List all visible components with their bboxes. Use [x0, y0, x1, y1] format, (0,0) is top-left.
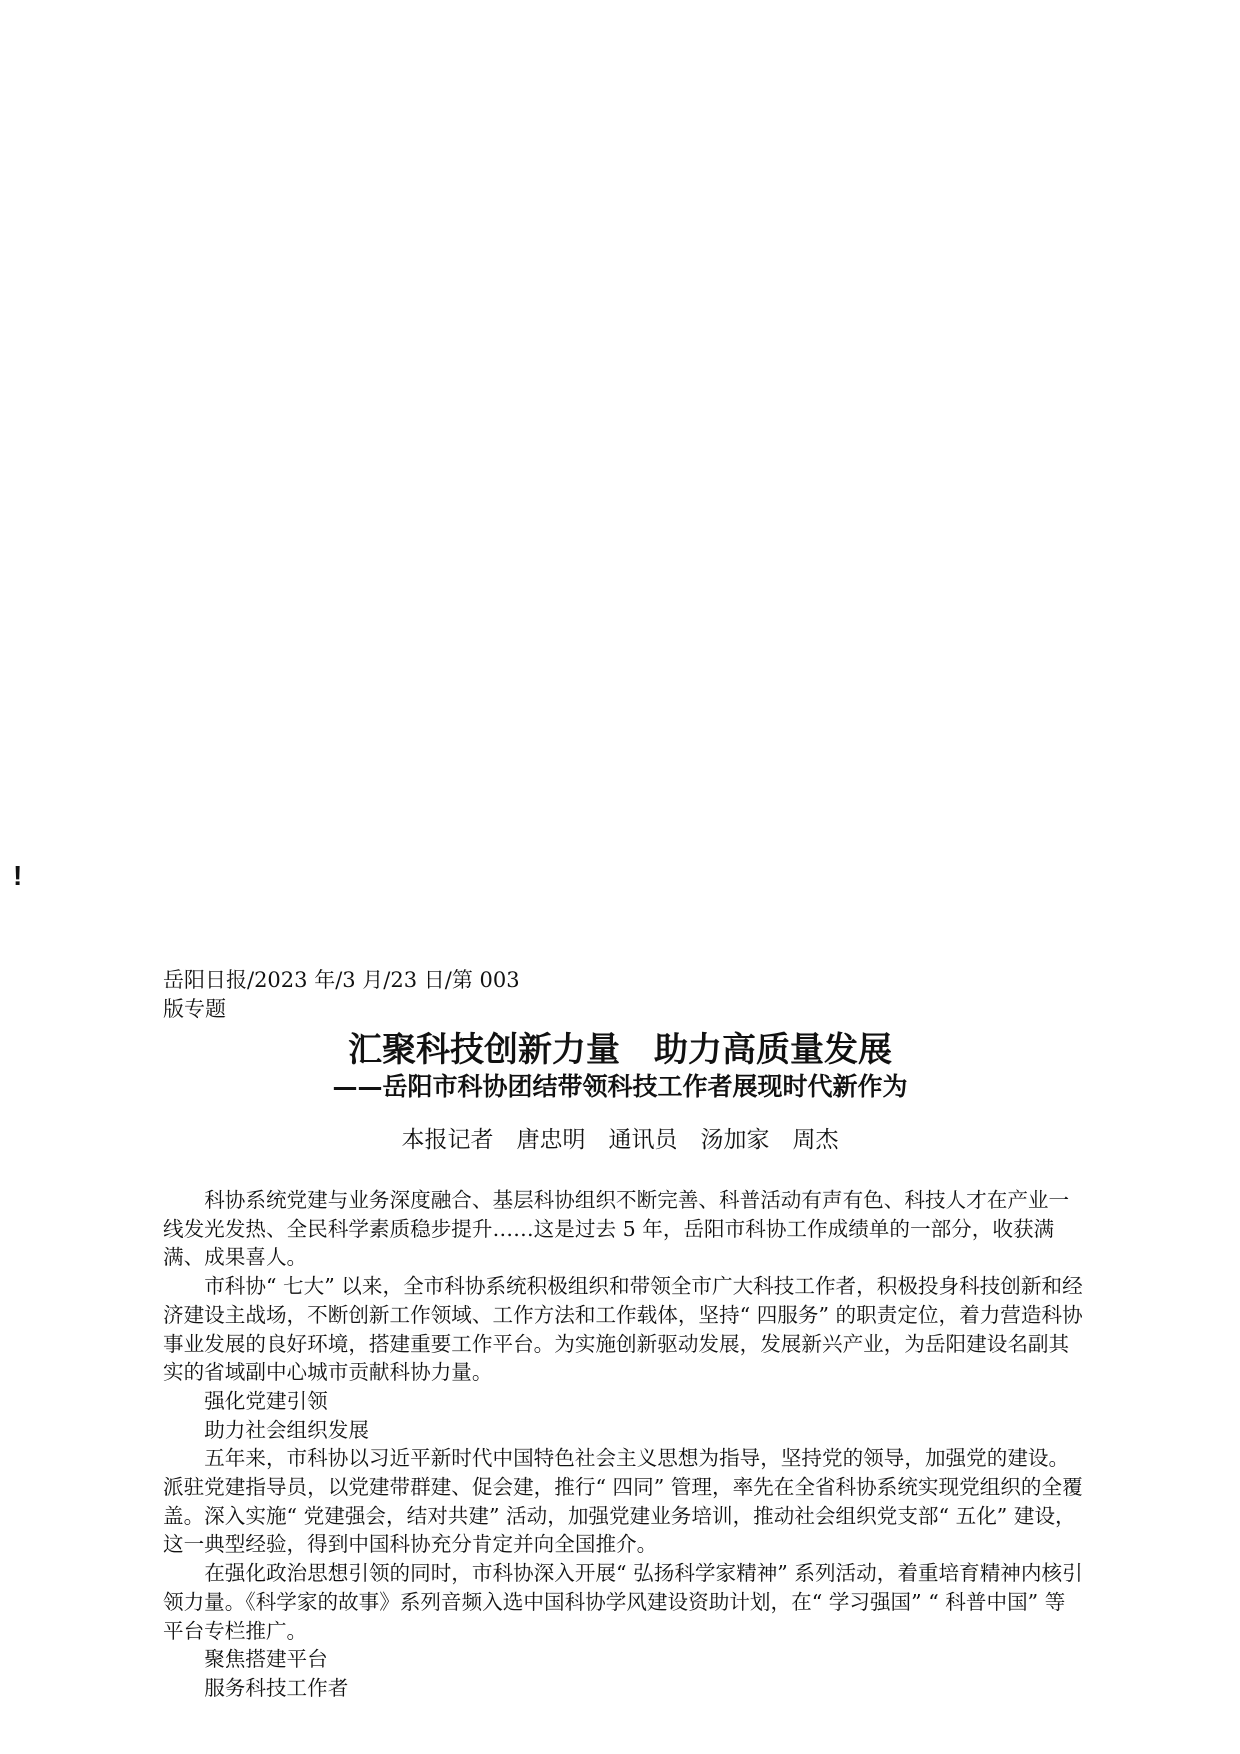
section-heading: 服务科技工作者 [204, 1675, 349, 1700]
source-line-1: 岳阳日报/2023 年/3 月/23 日/第 003 [163, 968, 520, 992]
paragraph: 科协系统党建与业务深度融合、基层科协组织不断完善、科普活动有声有色、科技人才在产业一线发光发热、全民科学素质稳步提升……这是过去 5 年，岳阳市科协工作成绩单的一部分，收获满满、成果喜人。 [163, 1188, 1070, 1270]
paragraph: 在强化政治思想引领的同时，市科协深入开展“ 弘扬科学家精神” 系列活动，着重培育精神内核引领力量。《科学家的故事》系列音频入选中国科协学风建设资助计划，在“ 学习强国” “ 科普中国” 等平台专栏推广。 [163, 1561, 1083, 1643]
paragraph: 五年来，市科协以习近平新时代中国特色社会主义思想为指导，坚持党的领导，加强党的建设。派驻党建指导员，以党建带群建、促会建，推行“ 四同” 管理，率先在全省科协系统实现党组织的全覆盖。深入实施“ 党建强会，结对共建” 活动，加强党建业务培训，推动社会组织党支部“ 五化” 建设，这一典型经验，得到中国科协充分肯定并向全国推介。 [163, 1446, 1083, 1557]
article-title: 汇聚科技创新力量 助力高质量发展 [348, 1030, 892, 1070]
article-body [163, 1186, 1083, 1703]
source-line [163, 966, 563, 1024]
source-line-2: 版专题 [163, 997, 226, 1021]
article-subtitle: ——岳阳市科协团结带领科技工作者展现时代新作为 [332, 1072, 908, 1101]
paragraph: 市科协“ 七大” 以来，全市科协系统积极组织和带领全市广大科技工作者，积极投身科技创新和经济建设主战场，不断创新工作领域、工作方法和工作载体，坚持“ 四服务” 的职责定位，着力营造科协事业发展的良好环境，搭建重要工作平台。为实施创新驱动发展，发展新兴产业，为岳阳建设名副其实的省域副中心城市贡献科协力量。 [163, 1274, 1083, 1385]
section-heading: 聚焦搭建平台 [204, 1647, 328, 1672]
byline: 本报记者 唐忠明 通讯员 汤加家 周杰 [401, 1127, 839, 1153]
exclamation-mark: ! [13, 860, 23, 891]
section-heading: 强化党建引领 [204, 1388, 328, 1413]
section-heading: 助力社会组织发展 [204, 1417, 369, 1442]
